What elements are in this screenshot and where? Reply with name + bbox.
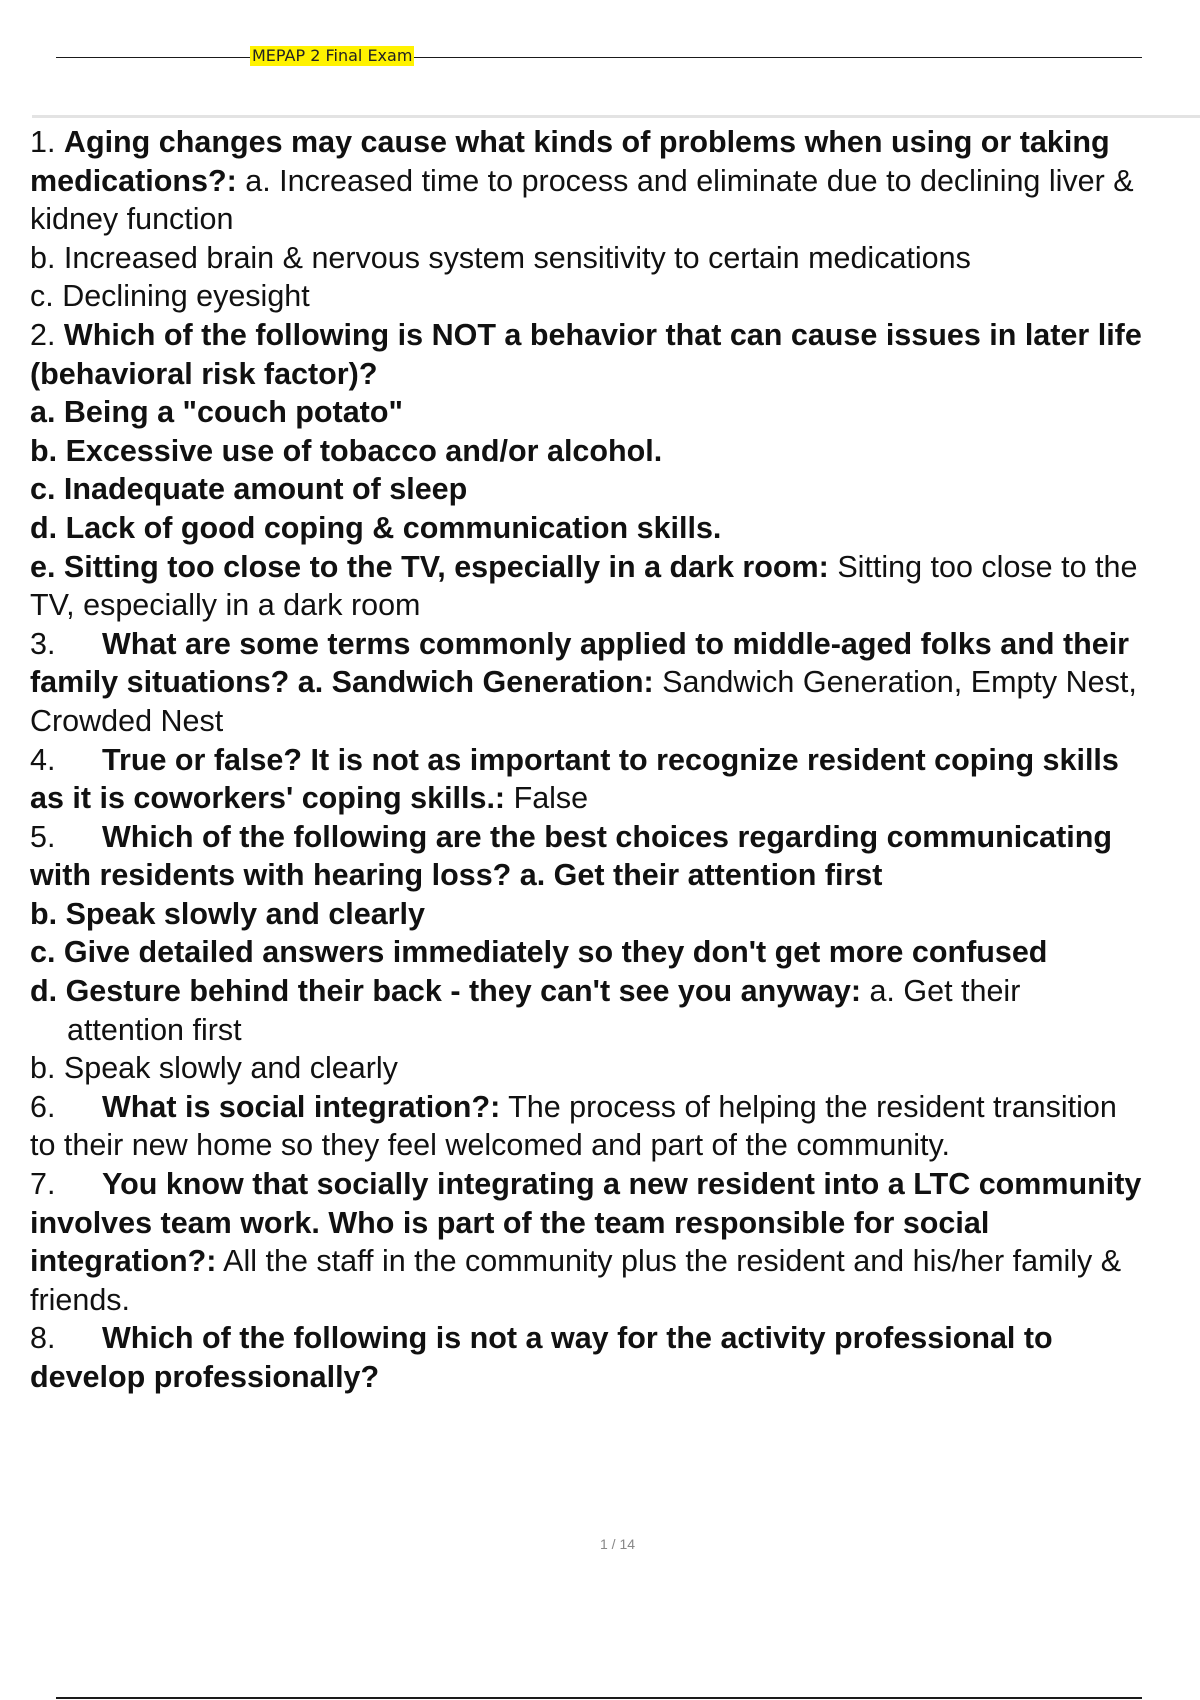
text-line	[30, 277, 1200, 316]
line-bold-text: family situations? a. Sandwich Generation:	[30, 665, 654, 700]
line-answer-text: Sandwich Generation, Empty Nest,	[653, 665, 1137, 700]
line-text: 7.	[30, 1167, 56, 1202]
line-bold-text: (behavioral risk factor)?	[30, 356, 378, 391]
text-line	[30, 895, 1200, 934]
line-answer-text: a. Increased time to process and eliminate due to declining liver &	[236, 163, 1134, 198]
text-line	[30, 316, 1200, 355]
line-text: 8.	[30, 1321, 56, 1356]
text-line	[30, 432, 1200, 471]
line-bold-text: You know that socially integrating a new resident into a LTC community	[102, 1167, 1142, 1202]
line-answer-text: Sitting too close to the	[828, 549, 1138, 584]
line-text: attention first	[67, 1012, 242, 1047]
line-bold-text: d. Gesture behind their back - they can't see you anyway:	[30, 974, 861, 1009]
text-line	[30, 741, 1200, 780]
line-text: 3.	[30, 626, 56, 661]
line-answer-text: All the staff in the community plus the resident and his/her family &	[216, 1244, 1122, 1279]
text-line	[30, 586, 1200, 625]
line-text: 5.	[30, 819, 56, 854]
text-line	[30, 239, 1200, 278]
text-line	[30, 1242, 1200, 1281]
line-bold-text: c. Inadequate amount of sleep	[30, 472, 468, 507]
text-line	[30, 1358, 1200, 1397]
line-text: Crowded Nest	[30, 703, 224, 738]
text-line	[30, 1204, 1200, 1243]
top-rule	[56, 57, 1142, 58]
page-header-title: MEPAP 2 Final Exam	[252, 46, 413, 65]
line-bold-text: as it is coworkers' coping skills.:	[30, 781, 506, 816]
text-line	[30, 1319, 1200, 1358]
line-bold-text: develop professionally?	[30, 1360, 380, 1394]
line-text: 4.	[30, 742, 56, 777]
text-line	[30, 702, 1200, 741]
line-text: to their new home so they feel welcomed and part of the community.	[30, 1128, 950, 1163]
line-answer-text: False	[505, 781, 589, 816]
line-text: 1.	[30, 125, 64, 159]
line-text: friends.	[30, 1282, 131, 1317]
text-line	[30, 1126, 1200, 1165]
text-line	[30, 1011, 1200, 1050]
line-bold-text: e. Sitting too close to the TV, especially in a dark room:	[30, 549, 829, 584]
text-line	[30, 1088, 1200, 1127]
line-bold-text: What are some terms commonly applied to middle-aged folks and their	[102, 626, 1130, 661]
exam-content	[30, 123, 1200, 1397]
text-line	[30, 1049, 1200, 1088]
line-bold-text: Which of the following is NOT a behavior that can cause issues in later life	[63, 317, 1142, 352]
text-line	[30, 123, 1200, 162]
line-answer-text: a. Get their	[861, 974, 1021, 1009]
line-bold-text: b. Excessive use of tobacco and/or alcohol.	[30, 433, 663, 468]
text-line	[30, 663, 1200, 702]
text-line	[30, 779, 1200, 818]
line-bold-text: d. Lack of good coping & communication skills.	[30, 510, 722, 545]
text-line	[30, 1165, 1200, 1204]
line-text: b. Speak slowly and clearly	[30, 1051, 398, 1086]
text-line	[30, 1281, 1200, 1320]
line-text: 6.	[30, 1089, 56, 1124]
line-bold-text: c. Give detailed answers immediately so they don't get more confused	[30, 935, 1048, 970]
text-line	[30, 548, 1200, 587]
text-line	[30, 856, 1200, 895]
line-bold-text: True or false? It is not as important to recognize resident coping skills	[102, 742, 1119, 777]
line-text: 2.	[30, 317, 64, 352]
line-bold-text: Aging changes may cause what kinds of problems when using or taking	[63, 125, 1110, 159]
line-bold-text: integration?:	[30, 1244, 217, 1279]
text-line	[30, 818, 1200, 857]
page-number: 1 / 14	[599, 1536, 636, 1552]
text-line	[30, 470, 1200, 509]
line-bold-text: with residents with hearing loss? a. Get their attention first	[30, 858, 883, 893]
line-bold-text: a. Being a "couch potato"	[30, 395, 403, 430]
text-line	[30, 200, 1200, 239]
line-text: kidney function	[30, 202, 234, 237]
text-line	[30, 625, 1200, 664]
line-bold-text: Which of the following are the best choices regarding communicating	[102, 819, 1112, 854]
line-text: c. Declining eyesight	[30, 279, 310, 314]
text-line	[30, 972, 1200, 1011]
line-bold-text: medications?:	[30, 163, 237, 198]
text-line	[30, 933, 1200, 972]
line-text: TV, especially in a dark room	[30, 588, 421, 623]
text-line	[30, 509, 1200, 548]
line-bold-text: b. Speak slowly and clearly	[30, 896, 425, 931]
text-line	[30, 355, 1200, 394]
line-bold-text: involves team work. Who is part of the team responsible for social	[30, 1205, 990, 1240]
text-line	[30, 162, 1200, 201]
text-line	[30, 393, 1200, 432]
line-text: b. Increased brain & nervous system sensitivity to certain medications	[30, 240, 971, 275]
line-answer-text: The process of helping the resident transition	[500, 1089, 1117, 1124]
line-bold-text: What is social integration?:	[102, 1089, 501, 1124]
header-separator	[32, 115, 1200, 118]
line-bold-text: Which of the following is not a way for the activity professional to	[102, 1321, 1053, 1356]
bottom-rule	[56, 1697, 1142, 1699]
